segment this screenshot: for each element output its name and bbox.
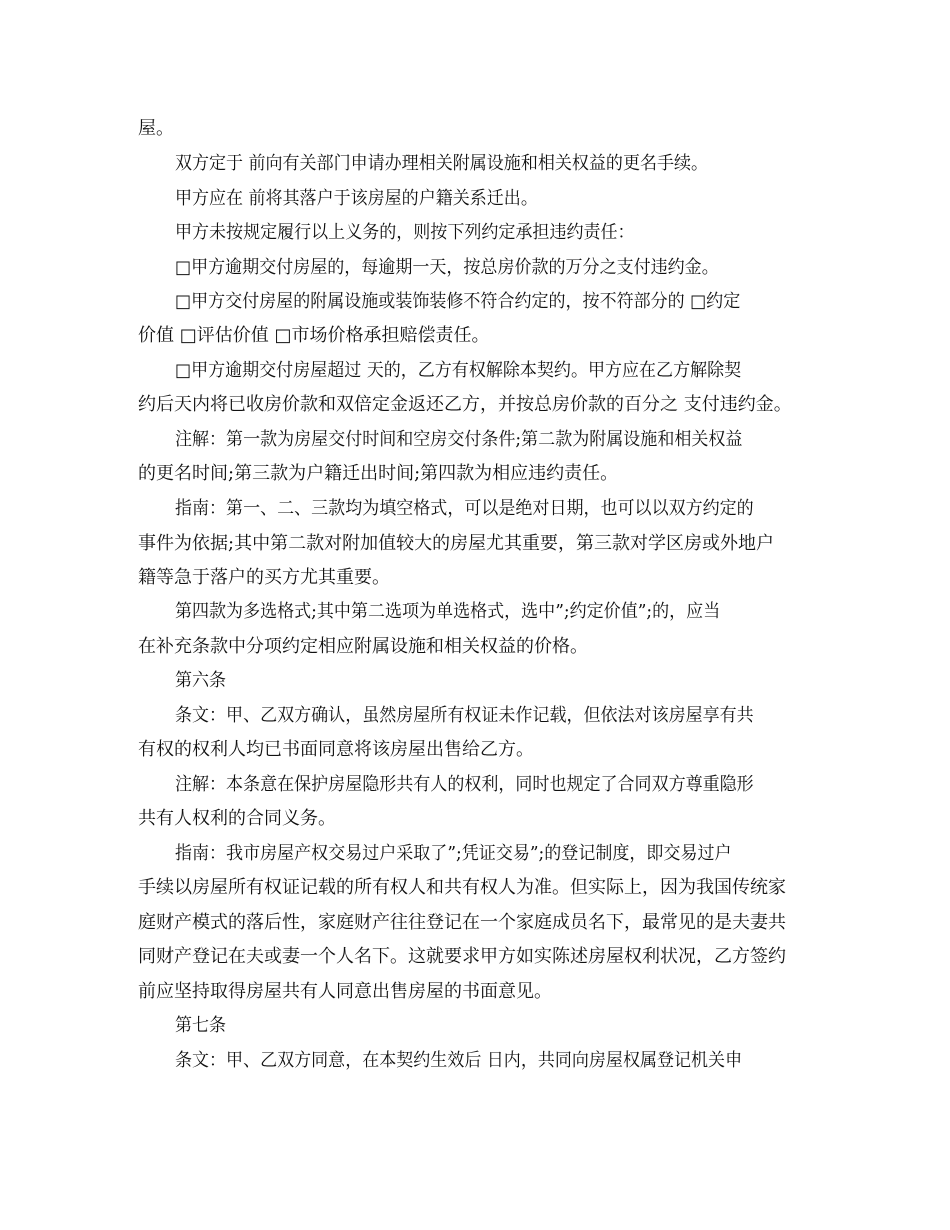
text-line: 在补充条款中分项约定相应附属设施和相关权益的价格。 [138, 636, 588, 657]
text-line: □甲方交付房屋的附属设施或装饰装修不符合约定的，按不符部分的 □约定 [175, 291, 741, 312]
text-line: 条文：甲、乙双方同意，在本契约生效后 日内，共同向房屋权属登记机关申 [175, 1050, 743, 1071]
text-line: 价值 □评估价值 □市场价格承担赔偿责任。 [138, 325, 490, 346]
section-heading: 第六条 [175, 670, 227, 691]
text-line: 同财产登记在夫或妻一个人名下。这就要求甲方如实陈述房屋权利状况，乙方签约 [138, 946, 786, 967]
text-line: 事件为依据;其中第二款对附加值较大的房屋尤其重要，第三款对学区房或外地户 [138, 533, 775, 554]
text-line: 庭财产模式的落后性，家庭财产往往登记在一个家庭成员名下，最常见的是夫妻共 [138, 912, 786, 933]
text-line: 注解：本条意在保护房屋隐形共有人的权利，同时也规定了合同双方尊重隐形 [175, 774, 754, 795]
text-line: □甲方逾期交付房屋的，每逾期一天，按总房价款的万分之支付违约金。 [175, 257, 719, 278]
text-line: 共有人权利的合同义务。 [138, 808, 336, 829]
text-line: □甲方逾期交付房屋超过 天的，乙方有权解除本契约。甲方应在乙方解除契 [175, 360, 742, 381]
text-line: 指南：我市房屋产权交易过户采取了”;凭证交易”;的登记制度，即交易过户 [175, 843, 732, 864]
text-line: 屋。 [138, 118, 174, 139]
text-line: 有权的权利人均已书面同意将该房屋出售给乙方。 [138, 739, 534, 760]
text-line: 约后天内将已收房价款和双倍定金返还乙方，并按总房价款的百分之 支付违约金。 [138, 394, 792, 415]
text-line: 条文：甲、乙双方确认，虽然房屋所有权证未作记载，但依法对该房屋享有共 [175, 705, 754, 726]
text-line: 甲方应在 前将其落户于该房屋的户籍关系迁出。 [175, 188, 538, 209]
text-line: 第四款为多选格式;其中第二选项为单选格式，选中”;约定价值”;的，应当 [175, 601, 721, 622]
text-line: 双方定于 前向有关部门申请办理相关附属设施和相关权益的更名手续。 [175, 153, 709, 174]
text-line: 指南：第一、二、三款均为填空格式，可以是绝对日期，也可以以双方约定的 [175, 498, 754, 519]
text-line: 籍等急于落户的买方尤其重要。 [138, 567, 390, 588]
text-line: 注解：第一款为房屋交付时间和空房交付条件;第二款为附属设施和相关权益 [175, 429, 743, 450]
text-line: 甲方未按规定履行以上义务的，则按下列约定承担违约责任： [175, 222, 635, 243]
text-line: 手续以房屋所有权证记载的所有权人和共有权人为准。但实际上，因为我国传统家 [138, 877, 786, 898]
text-line: 的更名时间;第三款为户籍迁出时间;第四款为相应违约责任。 [138, 463, 619, 484]
section-heading: 第七条 [175, 1015, 227, 1036]
text-line: 前应坚持取得房屋共有人同意出售房屋的书面意见。 [138, 981, 552, 1002]
